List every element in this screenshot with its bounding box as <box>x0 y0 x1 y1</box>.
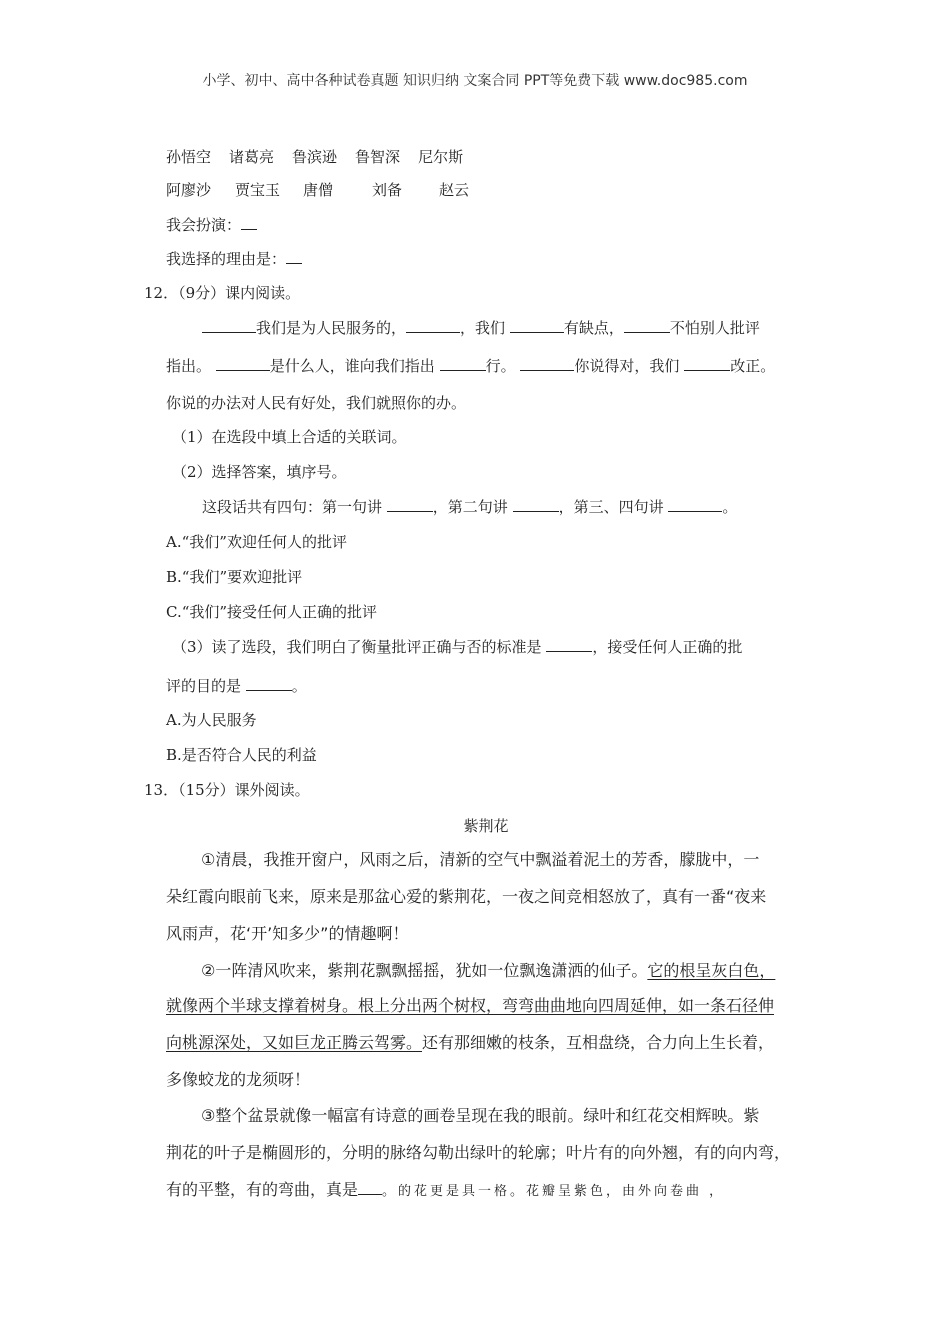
q12-sub-question-1: （1）在选段中填上合适的关联词。 <box>172 428 407 446</box>
answer-blank[interactable] <box>286 249 302 264</box>
q12-sub-question-2-line <box>202 497 737 517</box>
answer-blank[interactable] <box>202 318 256 333</box>
name: 阿廖沙 <box>166 181 212 199</box>
q12-sub-question-3-line-1 <box>172 637 742 657</box>
answer-blank[interactable] <box>216 356 270 371</box>
name: 赵云 <box>439 181 470 199</box>
answer-blank[interactable] <box>406 318 460 333</box>
name: 尼尔斯 <box>418 148 464 166</box>
paragraph-3-line-3 <box>166 1179 725 1203</box>
answer-blank[interactable] <box>668 497 722 512</box>
q12-passage-line-3: 你说的办法对人民有好处，我们就照你的办。 <box>166 394 467 412</box>
paragraph-2-line-2: 就像两个半球支撑着树身。根上分出两个树杈，弯弯曲曲地向四周延伸，如一条石径伸 <box>166 996 775 1015</box>
paragraph-1-line-2: 朵红霞向眼前飞来，原来是那盆心爱的紫荆花，一夜之间竞相怒放了，真有一番“夜来 <box>166 887 767 906</box>
question-text: 。 <box>722 498 738 516</box>
answer-blank[interactable] <box>624 318 670 333</box>
reason-prompt-line <box>166 249 302 269</box>
answer-blank[interactable] <box>246 676 292 691</box>
name: 唐僧 <box>303 181 334 199</box>
paragraph-3-line-2: 荆花的叶子是椭圆形的，分明的脉络勾勒出绿叶的轮廓；叶片有的向外翘，有的向内弯， <box>166 1143 791 1162</box>
passage-text: 不怕别人批评 <box>669 319 760 337</box>
answer-option-a: A.为人民服务 <box>166 711 257 729</box>
question-text: 评的目的是 <box>166 677 242 695</box>
q12-passage-line-1 <box>202 318 760 338</box>
underlined-text: 它的根呈灰白色， <box>647 961 776 980</box>
answer-option-b: B.是否符合人民的利益 <box>166 746 317 764</box>
paragraph-2-line-1 <box>201 960 775 982</box>
option-a: A.“我们”欢迎任何人的批评 <box>166 533 347 551</box>
answer-blank[interactable] <box>546 637 592 652</box>
name: 鲁滨逊 <box>292 148 338 166</box>
character-names-row-1 <box>166 147 481 167</box>
passage-text: 我们是为人民服务的， <box>256 319 407 337</box>
paragraph-text: ②一阵清风吹来，紫荆花飘飘摇摇，犹如一位飘逸潇洒的仙子。 <box>201 961 648 980</box>
passage-text: 是什么人，谁向我们指出 <box>269 357 435 375</box>
paragraph-2-line-3 <box>166 1032 774 1054</box>
paragraph-text: 还有那细嫩的枝条，互相盘绕，合力向上生长着， <box>422 1033 775 1052</box>
option-b: B.“我们”要欢迎批评 <box>166 568 303 586</box>
question-text: （3）读了选段，我们明白了衡量批评正确与否的标准是 <box>172 638 542 656</box>
passage-text: 你说得对，我们 <box>574 357 680 375</box>
question-13-heading: 13．（15分）课外阅读。 <box>144 781 310 799</box>
name: 鲁智深 <box>355 148 401 166</box>
q12-passage-line-2 <box>166 356 775 376</box>
q12-sub-question-2: （2）选择答案，填序号。 <box>172 463 347 481</box>
name: 诸葛亮 <box>229 148 275 166</box>
q12-sub-question-3-line-2 <box>166 676 307 696</box>
passage-text: 改正。 <box>730 357 776 375</box>
page-header: 小学、初中、高中各种试卷真题 知识归纳 文案合同 PPT等免费下载 www.doc985.com <box>202 73 748 89</box>
name: 孙悟空 <box>166 148 212 166</box>
play-prompt-line <box>166 215 257 235</box>
question-text: 。 <box>291 677 307 695</box>
underlined-text: 向桃源深处，又如巨龙正腾云驾雾。 <box>166 1033 423 1052</box>
question-text: 这段话共有四句：第一句讲 <box>202 498 383 516</box>
passage-text: 行。 <box>485 357 516 375</box>
question-text: ，第三、四句讲 <box>558 498 664 516</box>
passage-text: 有缺点， <box>563 319 624 337</box>
answer-blank[interactable] <box>513 497 559 512</box>
answer-blank[interactable] <box>510 318 564 333</box>
answer-blank[interactable] <box>241 215 257 230</box>
paragraph-1-line-3: 风雨声，花‘开’知多少”的情趣啊！ <box>166 924 409 943</box>
answer-blank[interactable] <box>358 1180 382 1195</box>
passage-text: 指出。 <box>166 357 212 375</box>
question-text: ，接受任何人正确的批 <box>592 638 743 656</box>
passage-text: ，我们 <box>460 319 506 337</box>
answer-blank[interactable] <box>520 356 574 371</box>
paragraph-2-line-4: 多像蛟龙的龙须呀！ <box>166 1070 311 1089</box>
option-c: C.“我们”接受任何人正确的批评 <box>166 603 378 621</box>
article-title: 紫荆花 <box>463 817 509 835</box>
play-prompt: 我会扮演： <box>166 216 242 234</box>
question-text: ，第二句讲 <box>432 498 508 516</box>
name: 刘备 <box>372 181 403 199</box>
answer-blank[interactable] <box>684 356 730 371</box>
paragraph-text: 。的花更是具一格。花瓣呈紫色，由外向卷曲 ， <box>382 1184 726 1199</box>
answer-blank[interactable] <box>440 356 486 371</box>
paragraph-text: 有的平整，有的弯曲，真是 <box>166 1180 359 1199</box>
paragraph-3-line-1: ③整个盆景就像一幅富有诗意的画卷呈现在我的眼前。绿叶和红花交相辉映。紫 <box>201 1106 760 1125</box>
question-12-heading: 12．（9分）课内阅读。 <box>144 284 301 302</box>
paragraph-1-line-1: ①清晨，我推开窗户，风雨之后，清新的空气中飘溢着泥土的芳香，朦胧中，一 <box>201 850 760 869</box>
reason-prompt: 我选择的理由是： <box>166 250 287 268</box>
name: 贾宝玉 <box>235 181 281 199</box>
character-names-row-2 <box>166 180 470 200</box>
answer-blank[interactable] <box>387 497 433 512</box>
